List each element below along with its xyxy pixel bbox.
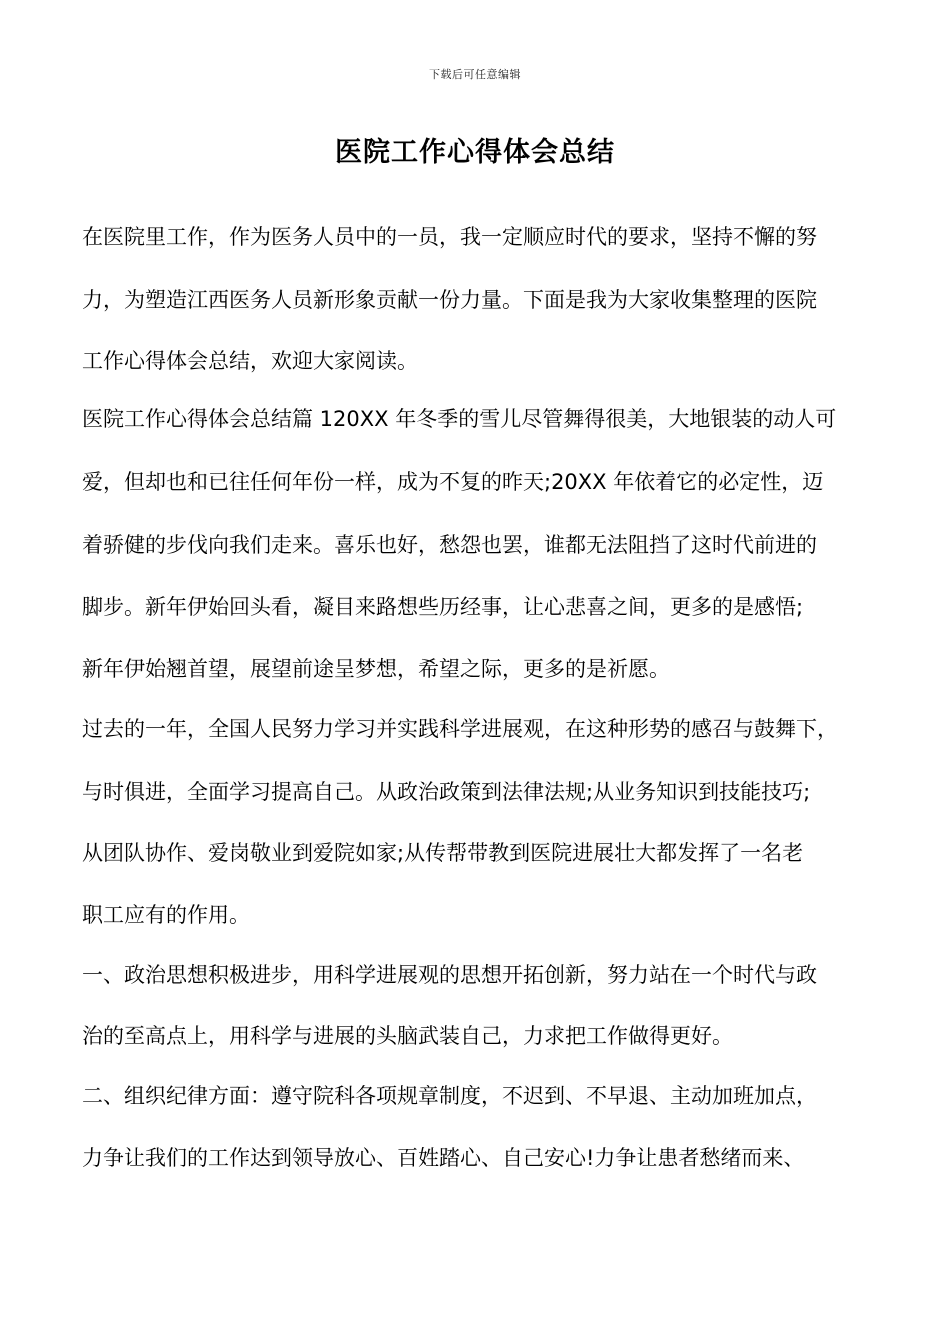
body-line: 一、政治思想积极进步，用科学进展观的思想开拓创新，努力站在一个时代与政 bbox=[82, 963, 817, 987]
body-line: 医院工作心得体会总结篇 120XX 年冬季的雪儿尽管舞得很美，大地银装的动人可 bbox=[82, 407, 837, 431]
body-line: 新年伊始翘首望，展望前途呈梦想，希望之际，更多的是祈愿。 bbox=[82, 657, 670, 681]
body-line: 脚步。新年伊始回头看，凝目来路想些历经事，让心悲喜之间，更多的是感悟; bbox=[82, 595, 804, 619]
body-line: 职工应有的作用。 bbox=[82, 903, 250, 927]
body-line: 从团队协作、爱岗敬业到爱院如家;从传帮带教到医院进展壮大都发挥了一名老 bbox=[82, 841, 804, 865]
body-line: 爱，但却也和已往任何年份一样，成为不复的昨天;20XX 年依着它的必定性，迈 bbox=[82, 470, 824, 494]
body-line: 与时俱进，全面学习提高自己。从政治政策到法律法规;从业务知识到技能技巧; bbox=[82, 780, 811, 804]
body-line: 工作心得体会总结，欢迎大家阅读。 bbox=[82, 349, 418, 373]
body-line: 过去的一年，全国人民努力学习并实践科学进展观，在这种形势的感召与鼓舞下， bbox=[82, 717, 838, 741]
body-line: 在医院里工作，作为医务人员中的一员，我一定顺应时代的要求，坚持不懈的努 bbox=[82, 225, 817, 249]
body-line: 治的至高点上，用科学与进展的头脑武装自己，力求把工作做得更好。 bbox=[82, 1024, 733, 1048]
document-title: 医院工作心得体会总结 bbox=[335, 137, 615, 168]
header-note: 下载后可任意编辑 bbox=[429, 68, 521, 81]
body-line: 着骄健的步伐向我们走来。喜乐也好，愁怨也罢，谁都无法阻挡了这时代前进的 bbox=[82, 533, 817, 557]
body-line: 二、组织纪律方面：遵守院科各项规章制度，不迟到、不早退、主动加班加点， bbox=[82, 1084, 817, 1108]
body-line: 力争让我们的工作达到领导放心、百姓踏心、自己安心!力争让患者愁绪而来、 bbox=[82, 1146, 805, 1170]
body-line: 力，为塑造江西医务人员新形象贡献一份力量。下面是我为大家收集整理的医院 bbox=[82, 288, 817, 312]
